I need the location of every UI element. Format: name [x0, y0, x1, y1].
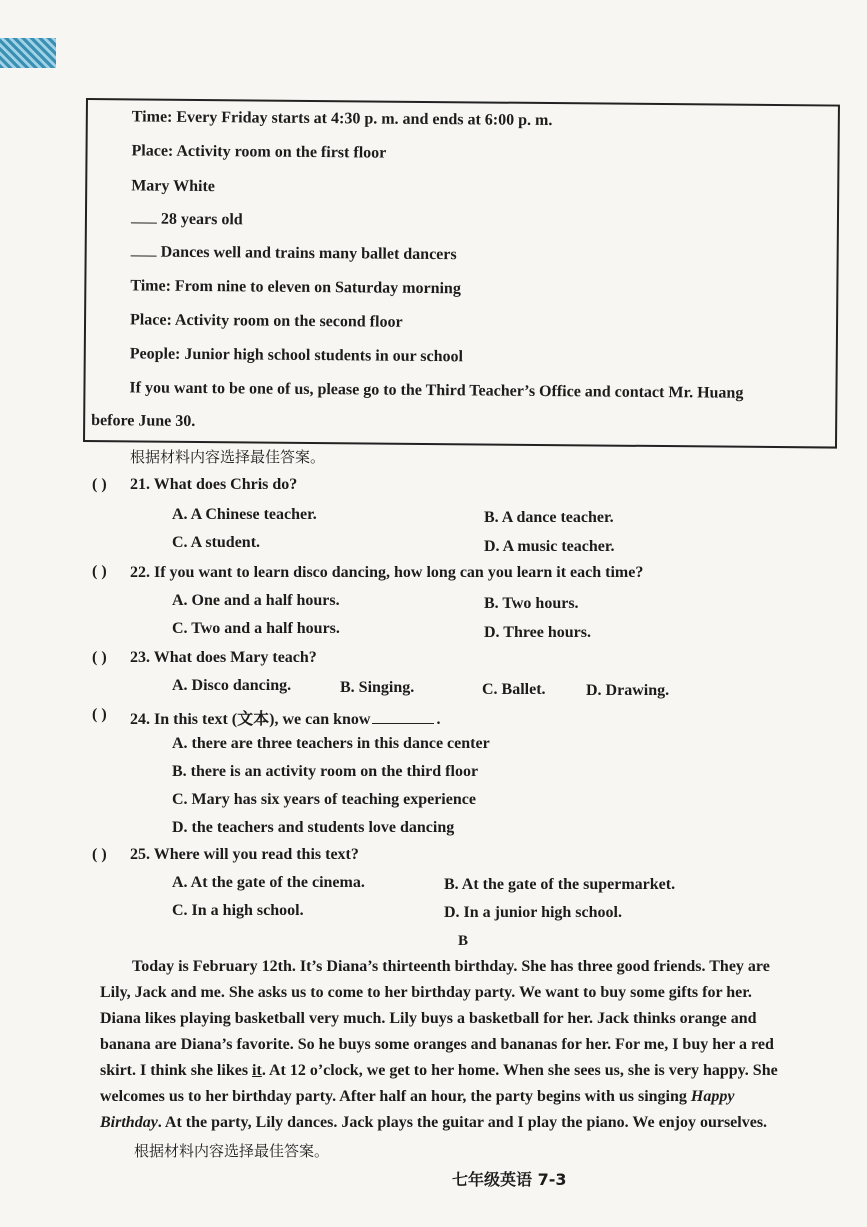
option-25d: D. In a junior high school. [444, 904, 622, 921]
passage-line-6 [100, 1088, 734, 1106]
ad-time2: Time: From nine to eleven on Saturday morning [130, 277, 461, 298]
question-24 [130, 706, 440, 729]
answer-paren-24[interactable]: ( ) [92, 706, 107, 723]
instruction-2: 根据材料内容选择最佳答案。 [134, 1142, 330, 1160]
option-24c: C. Mary has six years of teaching experience [172, 791, 476, 808]
advertisement-box [83, 98, 840, 449]
option-24a: A. there are three teachers in this dance center [172, 735, 490, 752]
option-21d: D. A music teacher. [484, 538, 615, 555]
option-23d: D. Drawing. [586, 682, 670, 699]
blank-line [131, 210, 157, 223]
ad-place2: Place: Activity room on the second floor [129, 311, 403, 331]
option-24b: B. there is an activity room on the third floor [172, 763, 479, 780]
ad-skill-text: Dances well and trains many ballet dancers [160, 243, 457, 264]
passage-line-5a: skirt. I think she likes [100, 1062, 249, 1079]
question-22: 22. If you want to learn disco dancing, how long can you learn it each time? [130, 564, 644, 581]
answer-blank-24[interactable] [372, 713, 434, 724]
ad-contact-line2: before June 30. [91, 412, 196, 430]
passage-line-7b: . At the party, Lily dances. Jack plays the guitar and I play the piano. We enjoy ourselves. [157, 1114, 768, 1131]
passage-line-5b: . At 12 o’clock, we get to her home. When she sees us, she is very happy. She [261, 1062, 778, 1079]
instruction-1: 根据材料内容选择最佳答案。 [130, 448, 326, 466]
option-23c: C. Ballet. [482, 681, 546, 698]
ad-time1: Time: Every Friday starts at 4:30 p. m. and ends at 6:00 p. m. [131, 108, 553, 130]
answer-paren-21[interactable]: ( ) [92, 476, 107, 493]
option-22b: B. Two hours. [484, 595, 579, 612]
ad-age-text: 28 years old [160, 210, 243, 229]
corner-decoration [0, 38, 56, 68]
option-23b: B. Singing. [340, 679, 415, 696]
option-23a: A. Disco dancing. [172, 677, 292, 694]
question-24-end: . [436, 711, 441, 728]
option-25c: C. In a high school. [172, 902, 304, 919]
passage-italic-birthday: Birthday [100, 1114, 158, 1131]
question-24-text: 24. In this text (文本), we can know [130, 711, 371, 728]
passage-line-7 [100, 1114, 767, 1132]
ad-people: People: Junior high school students in our school [129, 345, 464, 366]
passage-underlined-it: it [252, 1062, 262, 1079]
ad-contact-line1: If you want to be one of us, please go to the Third Teacher’s Office and contact Mr. Huang [129, 379, 744, 402]
option-22a: A. One and a half hours. [172, 592, 340, 609]
question-25: 25. Where will you read this text? [130, 846, 359, 863]
option-25b: B. At the gate of the supermarket. [444, 876, 676, 893]
passage-line-3: Diana likes playing basketball very much. Lily buys a basketball for her. Jack thinks orange and [100, 1010, 757, 1027]
ad-teacher-name: Mary White [131, 177, 215, 196]
option-25a: A. At the gate of the cinema. [172, 874, 365, 891]
ad-place1: Place: Activity room on the first floor [131, 142, 387, 162]
option-24d: D. the teachers and students love dancing [172, 819, 455, 836]
page-footer: 七年级英语 7-3 [452, 1170, 567, 1189]
option-22d: D. Three hours. [484, 624, 591, 641]
ad-age [131, 210, 243, 229]
passage-line-2: Lily, Jack and me. She asks us to come to her birthday party. We want to buy some gifts for her. [100, 984, 752, 1001]
answer-paren-22[interactable]: ( ) [92, 563, 107, 580]
passage-line-4: banana are Diana’s favorite. So he buys some oranges and bananas for her. For me, I buy her a red [100, 1036, 774, 1053]
answer-paren-25[interactable]: ( ) [92, 846, 107, 863]
option-22c: C. Two and a half hours. [172, 620, 340, 637]
question-23: 23. What does Mary teach? [130, 649, 317, 666]
blank-line [131, 243, 157, 256]
option-21b: B. A dance teacher. [484, 509, 614, 526]
question-21: 21. What does Chris do? [130, 476, 298, 493]
section-b-heading: B [458, 933, 469, 949]
passage-line-5 [100, 1062, 778, 1080]
passage-line-1: Today is February 12th. It’s Diana’s thirteenth birthday. She has three good friends. They are [132, 958, 770, 975]
option-21c: C. A student. [172, 534, 261, 551]
answer-paren-23[interactable]: ( ) [92, 649, 107, 666]
passage-italic-happy: Happy [690, 1088, 735, 1105]
option-21a: A. A Chinese teacher. [172, 506, 317, 523]
passage-line-6a: welcomes us to her birthday party. After half an hour, the party begins with us singing [100, 1088, 687, 1105]
ad-skill [131, 243, 457, 264]
